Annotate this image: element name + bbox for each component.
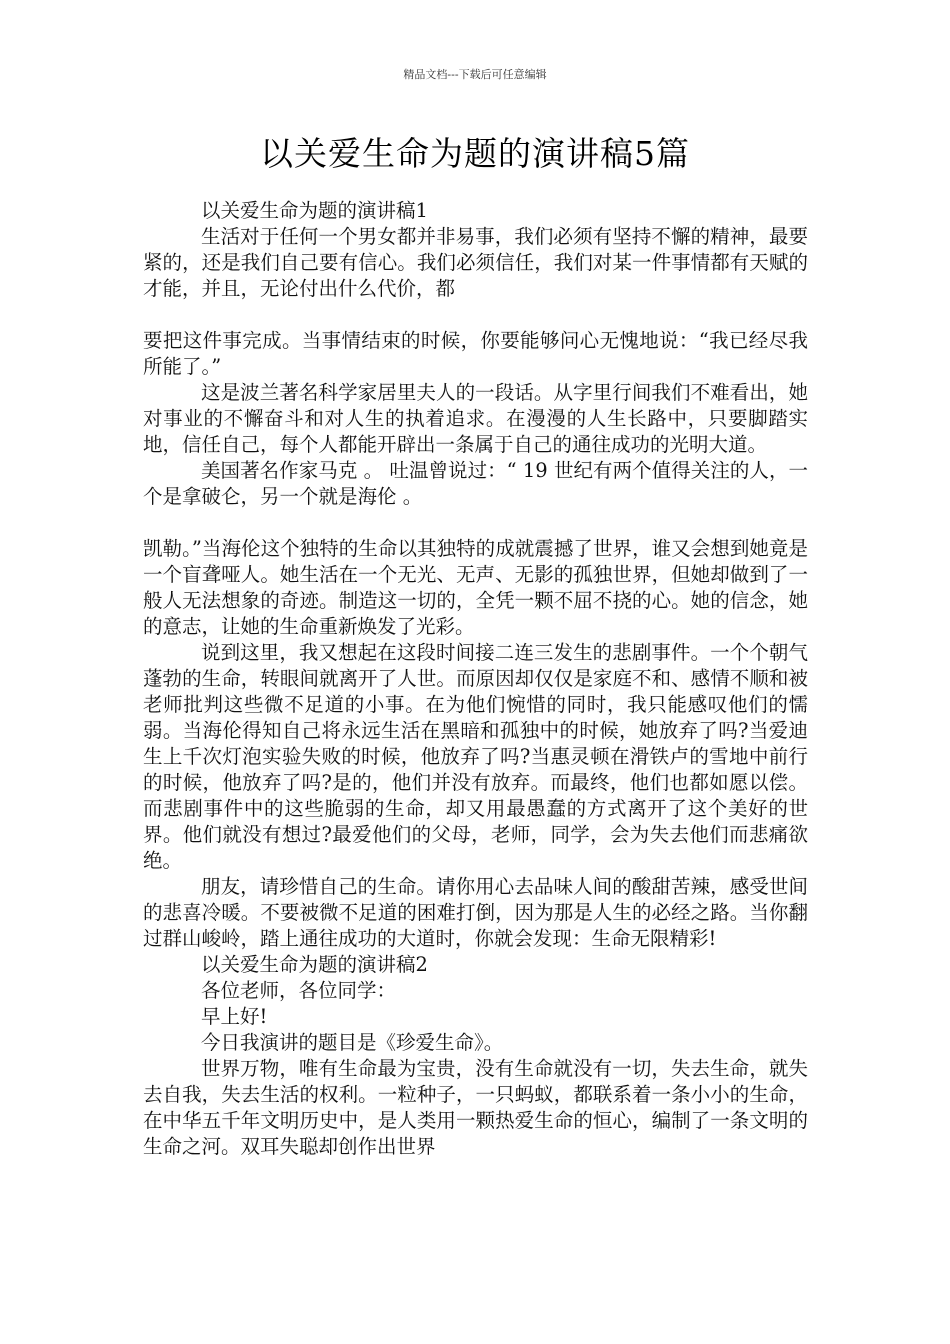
paragraph-13: 世界万物，唯有生命最为宝贵，没有生命就没有一切，失去生命，就失去自我，失去生活的权利。一粒种子，一只蚂蚁，都联系着一条小小的生命，在中华五千年文明历史中，是人类用一颗热爱生命的恒心，编制了一条文明的生命之河。双耳失聪却创作出世界	[143, 1057, 808, 1158]
paragraph-11: 早上好!	[201, 1005, 268, 1028]
paragraph-2: 生活对于任何一个男女都并非易事，我们必须有坚持不懈的精神，最要紧的，还是我们自己要有信心。我们必须信任，我们对某一件事情都有天赋的才能，并且，无论付出什么代价，都	[143, 225, 808, 300]
paragraph-6: 凯勒。”当海伦这个独特的生命以其独特的成就震撼了世界，谁又会想到她竟是一个盲聋哑人。她生活在一个无光、无声、无影的孤独世界，但她却做到了一般人无法想象的奇迹。制造这一切的，全凭一颗不屈不挠的心。她的信念，她的意志，让她的生命重新焕发了光彩。	[143, 537, 808, 638]
paragraph-1: 以关爱生命为题的演讲稿1	[201, 199, 428, 222]
document-body	[143, 198, 808, 1160]
paragraph-3: 要把这件事完成。当事情结束的时候，你要能够问心无愧地说：“我已经尽我所能了。”	[143, 329, 808, 378]
section-heading-2: 以关爱生命为题的演讲稿2	[201, 953, 428, 976]
paragraph-12: 今日我演讲的题目是《珍爱生命》。	[201, 1031, 504, 1054]
paragraph-4: 这是波兰著名科学家居里夫人的一段话。从字里行间我们不难看出，她对事业的不懈奋斗和对人生的执着追求。在漫漫的人生长路中，只要脚踏实地，信任自己，每个人都能开辟出一条属于自己的通往成功的光明大道。	[143, 381, 808, 456]
page-header: 精品文档---下载后可任意编辑	[403, 68, 547, 81]
paragraph-5: 美国著名作家马克 。 吐温曾说过：“ 19 世纪有两个值得关注的人，一个是拿破仑，另一个就是海伦 。	[143, 459, 808, 508]
document-title: 以关爱生命为题的演讲稿5篇	[260, 134, 690, 173]
paragraph-7: 说到这里，我又想起在这段时间接二连三发生的悲剧事件。一个个朝气蓬勃的生命，转眼间就离开了人世。而原因却仅仅是家庭不和、感情不顺和被老师批判这些微不足道的小事。在为他们惋惜的同时，我只能感叹他们的懦弱。当海伦得知自己将永远生活在黑暗和孤独中的时候，她放弃了吗?当爱迪生上千次灯泡实验失败的时候，他放弃了吗?当惠灵顿在滑铁卢的雪地中前行的时候，他放弃了吗?是的，他们并没有放弃。而最终，他们也都如愿以偿。而悲剧事件中的这些脆弱的生命，却又用最愚蠢的方式离开了这个美好的世界。他们就没有想过?最爱他们的父母，老师，同学，会为失去他们而悲痛欲绝。	[143, 641, 808, 872]
paragraph-8: 朋友，请珍惜自己的生命。请你用心去品味人间的酸甜苦辣，感受世间的悲喜冷暖。不要被微不足道的困难打倒，因为那是人生的必经之路。当你翻过群山峻岭，踏上通往成功的大道时，你就会发现：生命无限精彩!	[143, 875, 808, 950]
paragraph-10: 各位老师，各位同学：	[201, 979, 397, 1002]
